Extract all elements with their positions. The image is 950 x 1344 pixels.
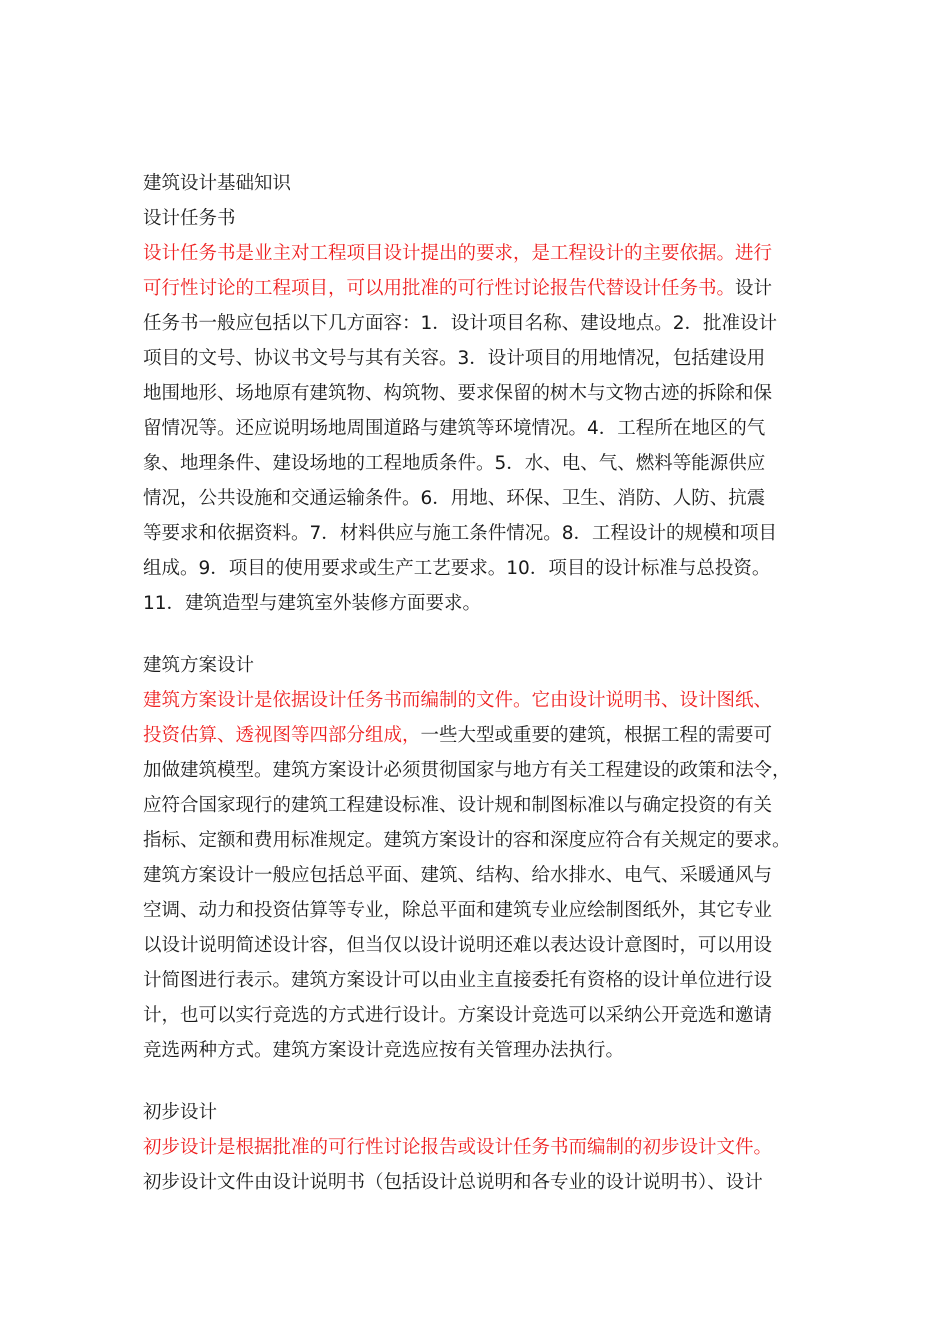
- body-text: 11．建筑造型与建筑室外装修方面要求。: [143, 593, 482, 614]
- body-text: 设计: [735, 278, 773, 299]
- body-text: 组成。9．项目的使用要求或生产工艺要求。10．项目的设计标准与总投资。: [143, 558, 771, 579]
- paragraph-line: [143, 446, 815, 481]
- highlighted-text: 初步设计是根据批准的可行性讨论报告或设计任务书而编制的初步设计文件。: [143, 1137, 773, 1158]
- highlighted-text: 可行性讨论的工程项目，可以用批准的可行性讨论报告代替设计任务书。: [143, 278, 736, 299]
- body-text: 计简图进行表示。建筑方案设计可以由业主直接委托有资格的设计单位进行设: [143, 970, 773, 991]
- section-spacer: [143, 621, 815, 648]
- paragraph-line: [143, 551, 815, 586]
- paragraph-line: [143, 306, 815, 341]
- highlighted-text: 设计任务书是业主对工程项目设计提出的要求，是工程设计的主要依据。进行: [143, 243, 773, 264]
- document-page: [143, 166, 815, 1200]
- section-heading-scheme-design: 建筑方案设计: [143, 655, 255, 676]
- paragraph-line: [143, 683, 815, 718]
- body-text: 情况，公共设施和交通运输条件。6．用地、环保、卫生、消防、人防、抗震: [143, 488, 766, 509]
- section-heading-task-book: 设计任务书: [143, 208, 236, 229]
- section-body-preliminary-design: [143, 1130, 815, 1200]
- paragraph-line: [143, 858, 815, 893]
- paragraph-line: [143, 998, 815, 1033]
- paragraph-line: [143, 271, 815, 306]
- paragraph-line: [143, 928, 815, 963]
- body-text: 等要求和依据资料。7．材料供应与施工条件情况。8．工程设计的规模和项目: [143, 523, 778, 544]
- body-text: 项目的文号、协议书文号与其有关容。3．设计项目的用地情况，包括建设用: [143, 348, 766, 369]
- paragraph-line: [143, 411, 815, 446]
- highlighted-text: 建筑方案设计是依据设计任务书而编制的文件。它由设计说明书、设计图纸、: [143, 690, 773, 711]
- paragraph-line: [143, 718, 815, 753]
- paragraph-line: [143, 963, 815, 998]
- body-text: 留情况等。还应说明场地周围道路与建筑等环境情况。4．工程所在地区的气: [143, 418, 766, 439]
- document-title: 建筑设计基础知识: [143, 173, 292, 194]
- paragraph-line: [143, 753, 815, 788]
- section-spacer: [143, 1068, 815, 1095]
- highlighted-text: 投资估算、透视图等四部分组成，: [143, 725, 421, 746]
- section-heading-preliminary-design: 初步设计: [143, 1102, 218, 1123]
- body-text: 计，也可以实行竞选的方式进行设计。方案设计竞选可以采纳公开竞选和邀请: [143, 1005, 773, 1026]
- body-text: 加做建筑模型。建筑方案设计必须贯彻国家与地方有关工程建设的政策和法令，: [143, 760, 791, 781]
- section-body-scheme-design: [143, 683, 815, 1068]
- paragraph-line: [143, 586, 815, 621]
- paragraph-line: [143, 893, 815, 928]
- body-text: 空调、动力和投资估算等专业，除总平面和建筑专业应绘制图纸外，其它专业: [143, 900, 773, 921]
- paragraph-line: [143, 788, 815, 823]
- paragraph-line: [143, 341, 815, 376]
- paragraph-line: [143, 1165, 815, 1200]
- paragraph-line: [143, 481, 815, 516]
- paragraph-line: [143, 1033, 815, 1068]
- body-text: 任务书一般应包括以下几方面容：1．设计项目名称、建设地点。2．批准设计: [143, 313, 778, 334]
- section-body-task-book: [143, 236, 815, 621]
- body-text: 竞选两种方式。建筑方案设计竞选应按有关管理办法执行。: [143, 1040, 625, 1061]
- body-text: 指标、定额和费用标准规定。建筑方案设计的容和深度应符合有关规定的要求。: [143, 830, 791, 851]
- paragraph-line: [143, 823, 815, 858]
- paragraph-line: [143, 236, 815, 271]
- body-text: 地围地形、场地原有建筑物、构筑物、要求保留的树木与文物古迹的拆除和保: [143, 383, 773, 404]
- paragraph-line: [143, 516, 815, 551]
- body-text: 初步设计文件由设计说明书（包括设计总说明和各专业的设计说明书）、设计: [143, 1172, 763, 1193]
- body-text: 以设计说明简述设计容，但当仅以设计说明还难以表达设计意图时，可以用设: [143, 935, 773, 956]
- body-text: 建筑方案设计一般应包括总平面、建筑、结构、给水排水、电气、采暖通风与: [143, 865, 773, 886]
- paragraph-line: [143, 376, 815, 411]
- body-text: 一些大型或重要的建筑，根据工程的需要可: [420, 725, 773, 746]
- paragraph-line: [143, 1130, 815, 1165]
- body-text: 应符合国家现行的建筑工程建设标准、设计规和制图标准以与确定投资的有关: [143, 795, 773, 816]
- body-text: 象、地理条件、建设场地的工程地质条件。5．水、电、气、燃料等能源供应: [143, 453, 766, 474]
